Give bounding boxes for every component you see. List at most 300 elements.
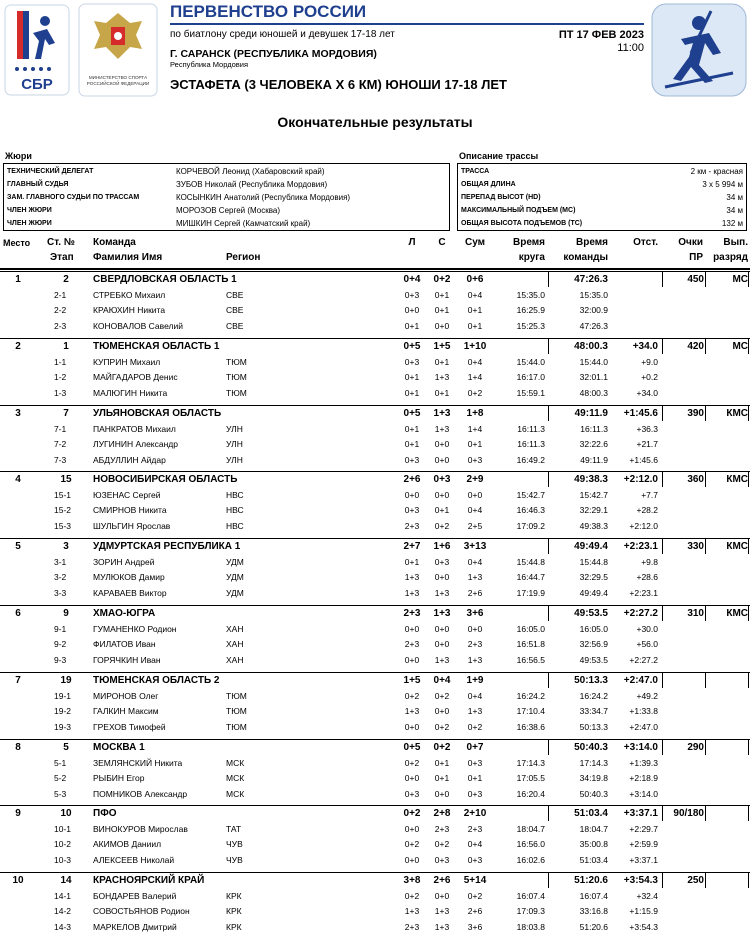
athlete-region: ХАН: [226, 624, 244, 634]
column-separator: [748, 272, 749, 287]
athlete-region: ТЮМ: [226, 357, 247, 367]
jury-row: [4, 178, 449, 191]
team-behind: +34.0: [632, 341, 658, 352]
jury-row: [4, 204, 449, 217]
team-behind: +2:27.2: [623, 608, 658, 619]
course-label: ОБЩАЯ ДЛИНА: [461, 181, 516, 188]
team-behind: +3:14.0: [623, 742, 658, 753]
competition-subtitle: по биатлону среди юношей и девушек 17-18 лет: [170, 29, 395, 40]
jury-role: ЧЛЕН ЖЮРИ: [7, 220, 52, 227]
athlete-region: КРК: [226, 921, 242, 932]
athlete-stage: 9-2: [54, 639, 67, 650]
athlete-s: 0+2: [434, 520, 450, 531]
athlete-sum: 2+6: [467, 906, 483, 917]
athlete-ttime: 50:13.3: [579, 721, 608, 732]
athlete-l: 0+0: [404, 654, 420, 665]
team-l: 3+8: [403, 875, 421, 886]
team-place: 9: [15, 808, 21, 819]
athlete-sum: 0+3: [467, 758, 483, 768]
athlete-row: [0, 771, 750, 785]
athlete-row: [0, 704, 750, 718]
athlete-stage: 7-3: [54, 454, 67, 465]
athlete-name: АКИМОВ Даниил: [93, 839, 162, 850]
athlete-row: [0, 637, 750, 651]
athlete-stage: 3-2: [54, 572, 67, 583]
team-divider: [0, 605, 750, 606]
athlete-region: ЧУВ: [226, 854, 243, 865]
athlete-s: 2+3: [434, 824, 450, 834]
team-s: 0+4: [433, 675, 451, 686]
athlete-s: 1+3: [434, 424, 450, 434]
team-sum: 0+6: [466, 274, 484, 285]
athlete-ttime: 32:56.9: [579, 639, 608, 650]
column-separator: [662, 606, 663, 621]
column-separator: [548, 806, 549, 821]
athlete-ttime: 35:00.8: [579, 839, 608, 850]
team-time: 49:53.5: [574, 608, 608, 619]
athlete-behind: +0.2: [641, 372, 658, 383]
team-place: 8: [15, 742, 21, 753]
athlete-row: [0, 689, 750, 703]
jury-row: [4, 165, 449, 178]
athlete-name: ШУЛЬГИН Ярослав: [93, 520, 171, 531]
column-separator: [705, 472, 706, 487]
team-sum: 0+7: [466, 742, 484, 753]
col-region: Регион: [226, 252, 261, 263]
team-name: МОСКВА 1: [93, 742, 145, 753]
column-separator: [548, 339, 549, 354]
team-l: 0+4: [403, 274, 421, 285]
athlete-sum: 1+4: [467, 372, 483, 383]
athlete-lap: 16:44.7: [516, 572, 545, 583]
event-time: 11:00: [617, 42, 644, 54]
column-separator: [662, 339, 663, 354]
team-num: 5: [63, 742, 69, 753]
course-row: [458, 165, 746, 178]
athlete-s: 1+3: [434, 654, 450, 665]
athlete-ttime: 16:24.2: [579, 691, 608, 701]
team-name: НОВОСИБИРСКАЯ ОБЛАСТЬ: [93, 474, 238, 485]
athlete-sum: 0+2: [467, 721, 483, 732]
athlete-ttime: 15:44.0: [579, 357, 608, 367]
col-points-sub: ПР: [689, 252, 703, 263]
athlete-behind: +1:15.9: [629, 906, 658, 917]
column-separator: [662, 806, 663, 821]
athlete-l: 0+0: [404, 721, 420, 732]
athlete-s: 0+1: [434, 505, 450, 516]
column-separator: [748, 472, 749, 487]
athlete-stage: 2-1: [54, 290, 67, 300]
athlete-row: [0, 622, 750, 636]
header-divider: [0, 268, 750, 270]
athlete-ttime: 17:14.3: [579, 758, 608, 768]
col-place: Место: [3, 238, 31, 248]
column-separator: [548, 740, 549, 755]
team-s: 2+8: [433, 808, 451, 819]
athlete-row: [0, 787, 750, 801]
athlete-stage: 10-1: [54, 824, 72, 834]
athlete-lap: 15:44.0: [516, 357, 545, 367]
team-row: [0, 807, 750, 821]
team-place: 10: [12, 875, 24, 886]
athlete-lap: 16:20.4: [516, 788, 545, 799]
athlete-l: 0+3: [404, 788, 420, 799]
team-pts: 420: [687, 341, 704, 352]
athlete-row: [0, 756, 750, 770]
athlete-behind: +1:39.3: [629, 758, 658, 768]
team-s: 2+6: [433, 875, 451, 886]
results-heading: Окончательные результаты: [277, 114, 473, 130]
column-separator: [748, 539, 749, 554]
team-s: 1+5: [433, 341, 451, 352]
column-separator: [548, 406, 549, 421]
athlete-behind: +21.7: [636, 439, 658, 450]
athlete-ttime: 49:38.3: [579, 520, 608, 531]
jury-role: ТЕХНИЧЕСКИЙ ДЕЛЕГАТ: [7, 168, 94, 175]
team-time: 47:26.3: [574, 274, 608, 285]
athlete-row: [0, 720, 750, 734]
athlete-ttime: 51:20.6: [579, 921, 608, 932]
team-row: [0, 674, 750, 688]
athlete-sum: 0+4: [467, 839, 483, 850]
team-time: 50:13.3: [574, 675, 608, 686]
athlete-s: 0+1: [434, 290, 450, 300]
athlete-name: СТРЕБКО Михаил: [93, 290, 166, 300]
athlete-sum: 0+4: [467, 691, 483, 701]
team-s: 1+6: [433, 541, 451, 552]
column-separator: [705, 539, 706, 554]
col-name: Фамилия Имя: [93, 252, 163, 263]
column-separator: [705, 673, 706, 688]
athlete-region: ХАН: [226, 654, 244, 665]
team-behind: +3:37.1: [623, 808, 658, 819]
athlete-name: СМИРНОВ Никита: [93, 505, 167, 516]
athlete-sum: 0+1: [467, 773, 483, 784]
athlete-behind: +2:23.1: [629, 587, 658, 598]
team-pts: 290: [687, 742, 704, 753]
team-name: КРАСНОЯРСКИЙ КРАЙ: [93, 875, 205, 886]
event-city: Г. САРАНСК (РЕСПУБЛИКА МОРДОВИЯ): [170, 48, 377, 60]
team-pts: 310: [687, 608, 704, 619]
athlete-name: ЮЗЕНАС Сергей: [93, 490, 161, 500]
athlete-name: ПОМНИКОВ Александр: [93, 788, 188, 799]
athlete-name: БОНДАРЕВ Валерий: [93, 891, 177, 901]
athlete-s: 0+3: [434, 557, 450, 567]
team-sum: 1+9: [466, 675, 484, 686]
athlete-behind: +3:14.0: [629, 788, 658, 799]
athlete-s: 1+3: [434, 372, 450, 383]
athlete-s: 0+2: [434, 691, 450, 701]
athlete-stage: 19-1: [54, 691, 72, 701]
sbr-logo: [3, 3, 71, 97]
athlete-s: 0+2: [434, 839, 450, 850]
team-row: [0, 874, 750, 888]
athlete-sum: 2+6: [467, 587, 483, 598]
column-separator: [662, 272, 663, 287]
team-l: 0+5: [403, 742, 421, 753]
column-separator: [548, 472, 549, 487]
athlete-behind: +2:27.2: [629, 654, 658, 665]
athlete-ttime: 34:19.8: [579, 773, 608, 784]
jury-name: ЗУБОВ Николай (Республика Мордовия): [176, 180, 328, 189]
jury-name: КОСЫНКИН Анатолий (Республика Мордовия): [176, 193, 351, 202]
athlete-behind: +28.6: [636, 572, 658, 583]
athlete-stage: 15-3: [54, 520, 72, 531]
athlete-sum: 3+6: [467, 921, 483, 932]
athlete-l: 0+1: [404, 424, 420, 434]
biathlon-logo: [651, 3, 747, 97]
athlete-sum: 0+1: [467, 305, 483, 316]
athlete-l: 0+3: [404, 290, 420, 300]
col-rank-sub: разряд: [713, 252, 748, 263]
course-row: [458, 191, 746, 204]
athlete-row: [0, 853, 750, 867]
course-title: Описание трассы: [459, 151, 539, 161]
athlete-stage: 1-1: [54, 357, 67, 367]
athlete-name: МИРОНОВ Олег: [93, 691, 159, 701]
jury-name: КОРЧЕВОЙ Леонид (Хабаровский край): [176, 167, 325, 176]
column-separator: [748, 606, 749, 621]
athlete-lap: 16:38.6: [516, 721, 545, 732]
athlete-lap: 17:19.9: [516, 587, 545, 598]
athlete-region: ЧУВ: [226, 839, 243, 850]
athlete-lap: 16:49.2: [516, 454, 545, 465]
athlete-lap: 16:24.2: [516, 691, 545, 701]
athlete-sum: 0+4: [467, 505, 483, 516]
athlete-lap: 16:07.4: [516, 891, 545, 901]
team-divider: [0, 538, 750, 539]
column-separator: [748, 740, 749, 755]
athlete-ttime: 18:04.7: [579, 824, 608, 834]
column-separator: [548, 873, 549, 888]
athlete-ttime: 47:26.3: [579, 320, 608, 331]
team-s: 1+3: [433, 608, 451, 619]
athlete-sum: 0+0: [467, 490, 483, 500]
course-value: 3 x 5 994 м: [702, 180, 743, 189]
athlete-sum: 2+3: [467, 824, 483, 834]
ministry-logo: [78, 3, 158, 97]
athlete-s: 0+2: [434, 721, 450, 732]
team-place: 7: [15, 675, 21, 686]
athlete-sum: 0+1: [467, 439, 483, 450]
athlete-s: 0+0: [434, 891, 450, 901]
athlete-name: СОВОСТЬЯНОВ Родион: [93, 906, 190, 917]
jury-role: ЗАМ. ГЛАВНОГО СУДЬИ ПО ТРАССАМ: [7, 194, 140, 201]
athlete-stage: 1-2: [54, 372, 67, 383]
course-label: МАКСИМАЛЬНЫЙ ПОДЪЕМ (MC): [461, 207, 576, 214]
col-sum: Сум: [464, 237, 486, 248]
athlete-l: 0+0: [404, 773, 420, 784]
athlete-name: ВИНОКУРОВ Мирослав: [93, 824, 188, 834]
athlete-row: [0, 437, 750, 451]
athlete-stage: 9-1: [54, 624, 67, 634]
team-time: 49:49.4: [574, 541, 608, 552]
team-place: 5: [15, 541, 21, 552]
column-separator: [662, 673, 663, 688]
athlete-row: [0, 586, 750, 600]
team-time: 49:11.9: [574, 408, 608, 419]
athlete-behind: +1:45.6: [629, 454, 658, 465]
athlete-s: 0+0: [434, 624, 450, 634]
athlete-s: 0+0: [434, 320, 450, 331]
team-num: 9: [63, 608, 69, 619]
athlete-region: МСК: [226, 773, 245, 784]
athlete-behind: +2:12.0: [629, 520, 658, 531]
athlete-l: 2+3: [404, 520, 420, 531]
athlete-sum: 0+2: [467, 387, 483, 398]
column-separator: [548, 673, 549, 688]
athlete-ttime: 15:42.7: [579, 490, 608, 500]
event-region: Республика Мордовия: [170, 60, 248, 69]
team-rank: МС: [732, 341, 748, 352]
athlete-lap: 16:02.6: [516, 854, 545, 865]
athlete-behind: +30.0: [636, 624, 658, 634]
athlete-lap: 16:46.3: [516, 505, 545, 516]
athlete-l: 0+3: [404, 454, 420, 465]
event-date: ПТ 17 ФЕВ 2023: [558, 29, 644, 41]
athlete-region: НВС: [226, 490, 244, 500]
team-num: 1: [63, 341, 69, 352]
athlete-stage: 10-2: [54, 839, 72, 850]
athlete-s: 1+3: [434, 906, 450, 917]
athlete-ttime: 15:44.8: [579, 557, 608, 567]
athlete-l: 1+3: [404, 572, 420, 583]
athlete-l: 0+1: [404, 372, 420, 383]
athlete-lap: 15:35.0: [516, 290, 545, 300]
athlete-region: УЛН: [226, 439, 243, 450]
team-name: ХМАО-ЮГРА: [93, 608, 156, 619]
col-stage: Этап: [50, 252, 74, 263]
jury-row: [4, 191, 449, 204]
team-l: 0+5: [403, 408, 421, 419]
athlete-lap: 16:56.5: [516, 654, 545, 665]
athlete-region: ТЮМ: [226, 372, 247, 383]
athlete-behind: +49.2: [636, 691, 658, 701]
athlete-stage: 2-2: [54, 305, 67, 316]
athlete-ttime: 49:11.9: [580, 454, 608, 465]
athlete-name: ЗЕМЛЯНСКИЙ Никита: [93, 758, 183, 768]
athlete-behind: +7.7: [641, 490, 658, 500]
athlete-region: КРК: [226, 906, 242, 917]
team-row: [0, 407, 750, 421]
column-separator: [748, 873, 749, 888]
team-behind: +2:23.1: [623, 541, 658, 552]
team-num: 15: [60, 474, 72, 485]
team-row: [0, 607, 750, 621]
athlete-lap: 15:59.1: [516, 387, 545, 398]
team-pts: 90/180: [673, 808, 704, 819]
team-num: 2: [63, 274, 69, 285]
athlete-ttime: 16:05.0: [579, 624, 608, 634]
col-behind: Отст.: [633, 237, 658, 248]
jury-role: ГЛАВНЫЙ СУДЬЯ: [7, 181, 69, 188]
athlete-behind: +34.0: [636, 387, 658, 398]
athlete-lap: 17:09.2: [516, 520, 545, 531]
athlete-sum: 1+3: [467, 654, 483, 665]
athlete-region: УДМ: [226, 557, 244, 567]
column-separator: [662, 539, 663, 554]
athlete-behind: +32.4: [636, 891, 658, 901]
team-pts: 330: [687, 541, 704, 552]
athlete-ttime: 32:00.9: [579, 305, 608, 316]
athlete-lap: 17:09.3: [516, 906, 545, 917]
athlete-row: [0, 355, 750, 369]
course-row: [458, 204, 746, 217]
athlete-l: 0+2: [404, 691, 420, 701]
athlete-name: МУЛЮКОВ Дамир: [93, 572, 165, 583]
athlete-behind: +28.2: [636, 505, 658, 516]
athlete-lap: 16:05.0: [516, 624, 545, 634]
athlete-stage: 15-1: [54, 490, 72, 500]
athlete-row: [0, 555, 750, 569]
team-divider: [0, 271, 750, 272]
athlete-row: [0, 288, 750, 302]
athlete-s: 0+1: [434, 758, 450, 768]
athlete-row: [0, 837, 750, 851]
athlete-s: 0+1: [434, 387, 450, 398]
athlete-name: КАРАВАЕВ Виктор: [93, 587, 167, 598]
athlete-name: МАРКЕЛОВ Дмитрий: [93, 921, 177, 932]
athlete-lap: 16:25.9: [516, 305, 545, 316]
course-label: ТРАССА: [461, 168, 490, 175]
athlete-l: 0+2: [404, 891, 420, 901]
team-sum: 3+13: [463, 541, 487, 552]
athlete-l: 0+3: [404, 505, 420, 516]
athlete-name: АЛЕКСЕЕВ Николай: [93, 854, 175, 865]
team-behind: +1:45.6: [623, 408, 658, 419]
column-separator: [548, 539, 549, 554]
athlete-sum: 1+3: [467, 572, 483, 583]
athlete-ttime: 50:40.3: [579, 788, 608, 799]
athlete-row: [0, 453, 750, 467]
athlete-l: 0+1: [404, 387, 420, 398]
athlete-s: 0+1: [434, 305, 450, 316]
header-rule: [170, 23, 644, 25]
col-team-time-sub: команды: [563, 252, 608, 263]
athlete-ttime: 32:29.1: [579, 505, 608, 516]
team-divider: [0, 739, 750, 740]
athlete-l: 0+1: [404, 439, 420, 450]
team-name: ПФО: [93, 808, 117, 819]
team-name: СВЕРДЛОВСКАЯ ОБЛАСТЬ 1: [93, 274, 237, 285]
team-s: 0+3: [433, 474, 451, 485]
athlete-row: [0, 570, 750, 584]
course-label: ОБЩАЯ ВЫСОТА ПОДЪЕМОВ (TC): [461, 220, 583, 227]
column-separator: [662, 406, 663, 421]
team-pts: 390: [687, 408, 704, 419]
team-num: 7: [63, 408, 69, 419]
athlete-ttime: 32:29.5: [579, 572, 608, 583]
athlete-ttime: 49:53.5: [579, 654, 608, 665]
athlete-l: 2+3: [404, 921, 420, 932]
athlete-region: МСК: [226, 758, 245, 768]
jury-row: [4, 217, 449, 230]
athlete-behind: +3:54.3: [629, 921, 658, 932]
team-place: 2: [15, 341, 21, 352]
team-num: 14: [60, 875, 72, 886]
athlete-l: 1+3: [404, 706, 420, 717]
athlete-name: ФИЛАТОВ Иван: [93, 639, 156, 650]
athlete-l: 0+2: [404, 758, 420, 768]
athlete-sum: 0+2: [467, 891, 483, 901]
team-sum: 3+6: [466, 608, 484, 619]
sbr-logo-text: СБР: [21, 76, 53, 93]
course-value: 2 км - красная: [690, 167, 743, 176]
athlete-s: 0+3: [434, 854, 450, 865]
athlete-name: ГУМАНЕНКО Родион: [93, 624, 177, 634]
athlete-stage: 5-1: [54, 758, 67, 768]
team-row: [0, 340, 750, 354]
